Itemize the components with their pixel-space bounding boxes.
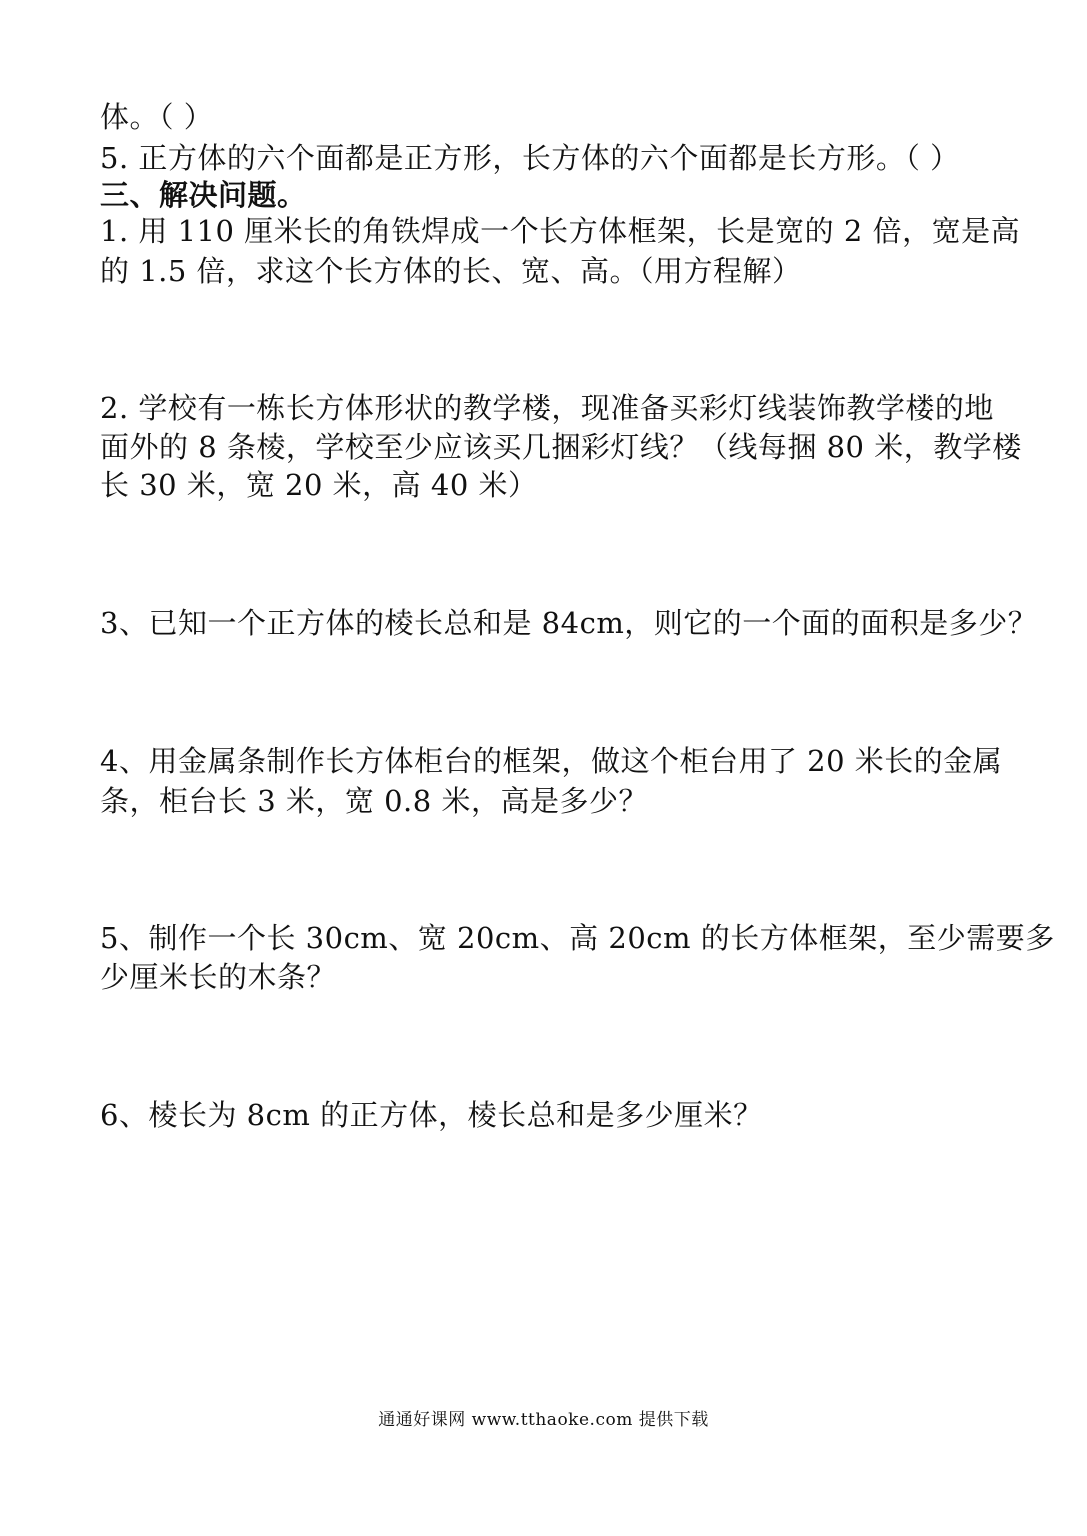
- problem-2-line-3: 长 30 米，宽 20 米，高 40 米）: [100, 468, 538, 502]
- judgement-item-5: 5. 正方体的六个面都是正方形，长方体的六个面都是长方形。（ ）: [100, 141, 960, 175]
- problem-1-line-2: 的 1.5 倍，求这个长方体的长、宽、高。（用方程解）: [100, 254, 802, 288]
- problem-3-line-1: 3、已知一个正方体的棱长总和是 84cm，则它的一个面的面积是多少？: [100, 606, 1038, 640]
- problem-5-line-1: 5、制作一个长 30cm、宽 20cm、高 20cm 的长方体框架，至少需要多: [100, 921, 1055, 955]
- fragment-top: 体。（ ）: [100, 100, 214, 134]
- problem-4-line-2: 条，柜台长 3 米，宽 0.8 米，高是多少？: [100, 784, 648, 818]
- section-heading: 三、解决问题。: [100, 178, 307, 212]
- problem-6-line-1: 6、棱长为 8cm 的正方体，棱长总和是多少厘米？: [100, 1098, 763, 1132]
- problem-2-line-1: 2. 学校有一栋长方体形状的教学楼，现准备买彩灯线装饰教学楼的地: [100, 391, 994, 425]
- footer-source: 通通好课网 www.tthaoke.com 提供下载: [378, 1410, 709, 1430]
- problem-4-line-1: 4、用金属条制作长方体柜台的框架，做这个柜台用了 20 米长的金属: [100, 744, 1003, 778]
- problem-5-line-2: 少厘米长的木条？: [100, 960, 337, 994]
- problem-2-line-2: 面外的 8 条棱，学校至少应该买几捆彩灯线？（线每捆 80 米，教学楼: [100, 430, 1022, 464]
- problem-1-line-1: 1. 用 110 厘米长的角铁焊成一个长方体框架，长是宽的 2 倍，宽是高: [100, 214, 1021, 248]
